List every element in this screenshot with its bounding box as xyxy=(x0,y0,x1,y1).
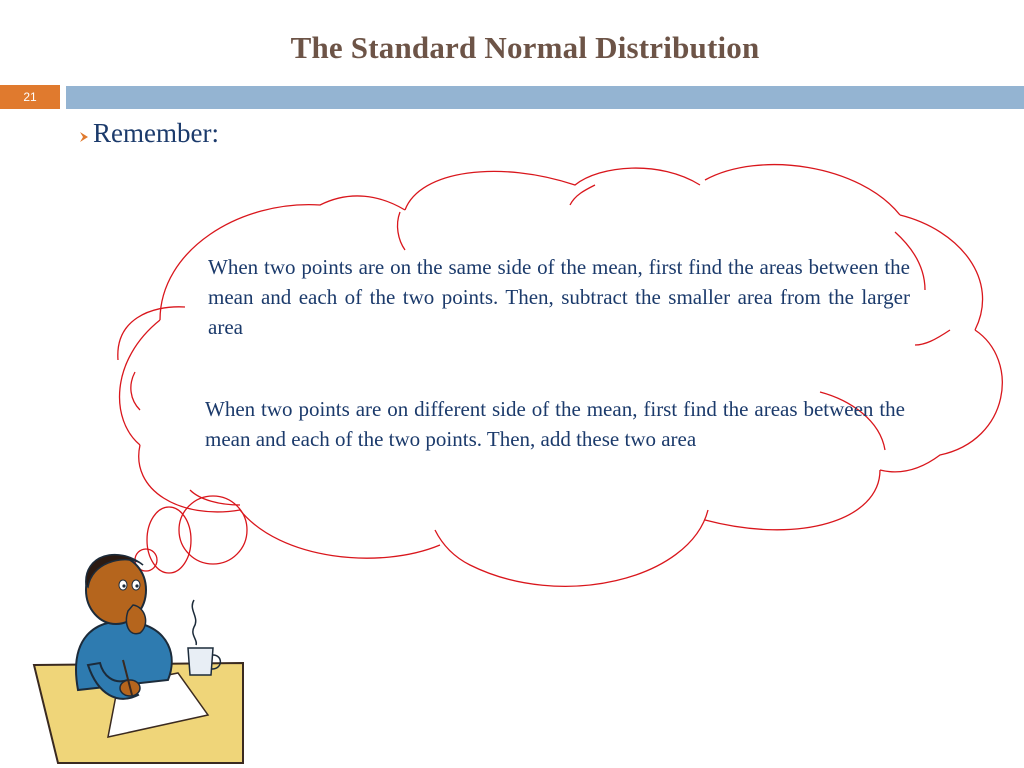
slide-title: The Standard Normal Distribution xyxy=(290,30,760,65)
slide-number: 21 xyxy=(0,85,60,109)
bullet-text: Remember: xyxy=(93,118,219,148)
thinking-person-at-desk-icon xyxy=(28,545,273,768)
thought-paragraph-different-side: When two points are on different side of the mean, first find the areas between the mean and each of the two points. Then, add these two area xyxy=(205,397,905,451)
thought-paragraph-same-side: When two points are on the same side of the mean, first find the areas between the mean and each of the two points. Then, subtract the smaller area from the larger area xyxy=(208,255,910,339)
